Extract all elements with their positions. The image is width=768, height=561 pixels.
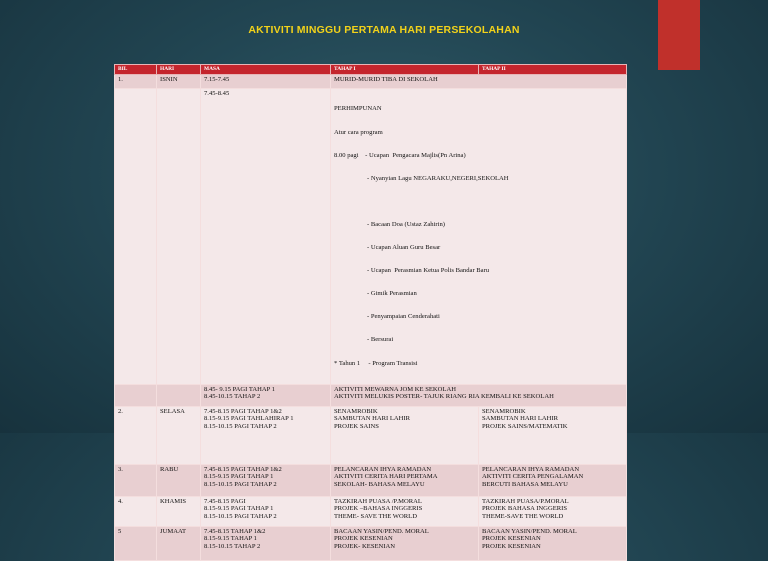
cell-hari: ISNIN xyxy=(157,75,201,89)
tahap2-line: BACAAN YASIN/PEND. MORAL xyxy=(482,527,577,535)
masa-line: 8.15-9.15 TAHAP 1 xyxy=(204,535,257,543)
cell-masa: 7.15-7.45 xyxy=(201,75,331,89)
tahap2-line: PROJEK SAINS/MATEMATIK xyxy=(482,423,568,431)
table-row xyxy=(115,75,627,89)
activity-line: AKTIVITI MEWARNA JOM KE SEKOLAH xyxy=(334,385,456,393)
cell-hari: SELASA xyxy=(157,406,201,464)
program-line: Atur cara program xyxy=(334,128,383,136)
header-masa: MASA xyxy=(201,65,331,75)
tahap2-line: THEME-SAVE THE WORLD xyxy=(482,513,564,521)
cell-bil: 4. xyxy=(115,496,157,526)
cell-masa xyxy=(201,496,331,526)
cell-bil: 2. xyxy=(115,406,157,464)
cell-masa xyxy=(201,526,331,560)
tahap2-line: PELANCARAN IHYA RAMADAN xyxy=(482,465,580,473)
program-line: 8.00 pagi - Ucapan Pengacara Majlis(Pn Arina) xyxy=(334,151,466,159)
program-line: - Ucapan Aluan Guru Besar xyxy=(334,244,441,252)
activity-line: AKTIVITI MELUKIS POSTER- TAJUK RIANG RIA KEMBALI KE SEKOLAH xyxy=(334,393,554,401)
program-line: - Gimik Perasmian xyxy=(334,290,417,298)
program-line: * Tahun 1 - Program Transisi xyxy=(334,359,418,367)
table-row xyxy=(115,89,627,385)
table-row xyxy=(115,526,627,560)
tahap1-line: AKTIVITI CERITA HARI PERTAMA xyxy=(334,473,438,481)
tahap2-line: SENAMROBIK xyxy=(482,407,526,415)
cell-bil: 1. xyxy=(115,75,157,89)
masa-line: 8.15-10.15 PAGI TAHAP 2 xyxy=(204,513,277,521)
masa-line: 8.15-10.15 PAGI TAHAP 2 xyxy=(204,423,277,431)
schedule-table xyxy=(114,64,627,561)
header-row xyxy=(115,65,627,75)
masa-line: 8.45- 9.15 PAGI TAHAP 1 xyxy=(204,385,276,393)
table-row xyxy=(115,406,627,464)
tahap1-line: SENAMROBIK xyxy=(334,407,378,415)
program-line: - Bacaan Doa (Ustaz Zahirin) xyxy=(334,220,445,228)
cell-tahap-2 xyxy=(479,526,627,560)
cell-tahap-1 xyxy=(331,406,479,464)
cell-tahap-2 xyxy=(479,496,627,526)
cell-tahap-1 xyxy=(331,464,479,496)
masa-line: 7.45-8.15 PAGI TAHAP 1&2 xyxy=(204,465,282,473)
cell-hari: KHAMIS xyxy=(157,496,201,526)
tahap1-line: SEKOLAH- BAHASA MELAYU xyxy=(334,481,425,489)
masa-line: 8.15-9.15 PAGI TAHLAHIRAP 1 xyxy=(204,415,294,423)
tahap1-line: SAMBUTAN HARI LAHIR xyxy=(334,415,411,423)
cell-bil xyxy=(115,89,157,385)
masa-line: 8.15-9.15 PAGI TAHAP 1 xyxy=(204,473,274,481)
table-row xyxy=(115,496,627,526)
program-line: - Ucapan Perasmian Ketua Polis Bandar Baru xyxy=(334,267,490,275)
tahap2-line: SAMBUTAN HARI LAHIR xyxy=(482,415,559,423)
header-hari: HARI xyxy=(157,65,201,75)
tahap1-line: PROJEK SAINS xyxy=(334,423,379,431)
tahap2-line: PROJEK BAHASA INGGERIS xyxy=(482,505,567,513)
header-tahap-1: TAHAP I xyxy=(331,65,479,75)
program-line: PERHIMPUNAN xyxy=(334,105,382,113)
tahap2-line: PROJEK KESENIAN xyxy=(482,535,541,543)
tahap1-line: TAZKIRAH PUASA /P.MORAL xyxy=(334,497,422,505)
program-line: - Bersurai xyxy=(334,336,394,344)
tahap1-line: BACAAN YASIN/PEND. MORAL xyxy=(334,527,429,535)
tahap1-line: PROJEK KESENIAN xyxy=(334,535,393,543)
table-row xyxy=(115,384,627,406)
cell-activity xyxy=(331,384,627,406)
tahap2-line: AKTIVITI CERITA PENGALAMAN xyxy=(482,473,584,481)
masa-line: 8.15-10.15 PAGI TAHAP 2 xyxy=(204,481,277,489)
cell-masa xyxy=(201,406,331,464)
cell-masa xyxy=(201,384,331,406)
program-line: - Penyampaian Cenderahati xyxy=(334,313,440,321)
cell-masa: 7.45-8.45 xyxy=(201,89,331,385)
cell-activity: MURID-MURID TIBA DI SEKOLAH xyxy=(331,75,627,89)
tahap1-line: THEME- SAVE THE WORLD xyxy=(334,513,417,521)
masa-line: 7.45-8.15 TAHAP 1&2 xyxy=(204,527,266,535)
cell-perhimpunan xyxy=(331,89,627,385)
cell-hari xyxy=(157,384,201,406)
cell-hari: RABU xyxy=(157,464,201,496)
cell-tahap-1 xyxy=(331,526,479,560)
tahap2-line: PROJEK KESENIAN xyxy=(482,543,541,551)
masa-line: 8.45-10.15 TAHAP 2 xyxy=(204,393,261,401)
masa-line: 7.45-8.15 PAGI TAHAP 1&2 xyxy=(204,407,282,415)
header-tahap-2: TAHAP II xyxy=(479,65,627,75)
slide-title: AKTIVITI MINGGU PERTAMA HARI PERSEKOLAHAN xyxy=(248,24,520,36)
table-row xyxy=(115,464,627,496)
masa-line: 8.15-10.15 TAHAP 2 xyxy=(204,543,261,551)
masa-line: 8.15-9.15 PAGI TAHAP 1 xyxy=(204,505,274,513)
tahap1-line: PROJEK- KESENIAN xyxy=(334,543,395,551)
cell-masa xyxy=(201,464,331,496)
cell-bil: 3. xyxy=(115,464,157,496)
header-bil: BIL xyxy=(115,65,157,75)
cell-bil: 5 xyxy=(115,526,157,560)
cell-hari xyxy=(157,89,201,385)
tahap2-line: BERCUTI BAHASA MELAYU xyxy=(482,481,568,489)
program-line xyxy=(334,198,623,206)
cell-tahap-2 xyxy=(479,464,627,496)
tahap2-line: TAZKIRAH PUASA/P.MORAL xyxy=(482,497,569,505)
tahap1-line: PROJEK –BAHASA INGGERIS xyxy=(334,505,423,513)
program-line: - Nyanyian Lagu NEGARAKU,NEGERI,SEKOLAH xyxy=(334,174,509,182)
cell-tahap-1 xyxy=(331,496,479,526)
tahap1-line: PELANCARAN IHYA RAMADAN xyxy=(334,465,432,473)
cell-bil xyxy=(115,384,157,406)
cell-tahap-2 xyxy=(479,406,627,464)
masa-line: 7.45-8.15 PAGI xyxy=(204,497,246,505)
cell-hari: JUMAAT xyxy=(157,526,201,560)
